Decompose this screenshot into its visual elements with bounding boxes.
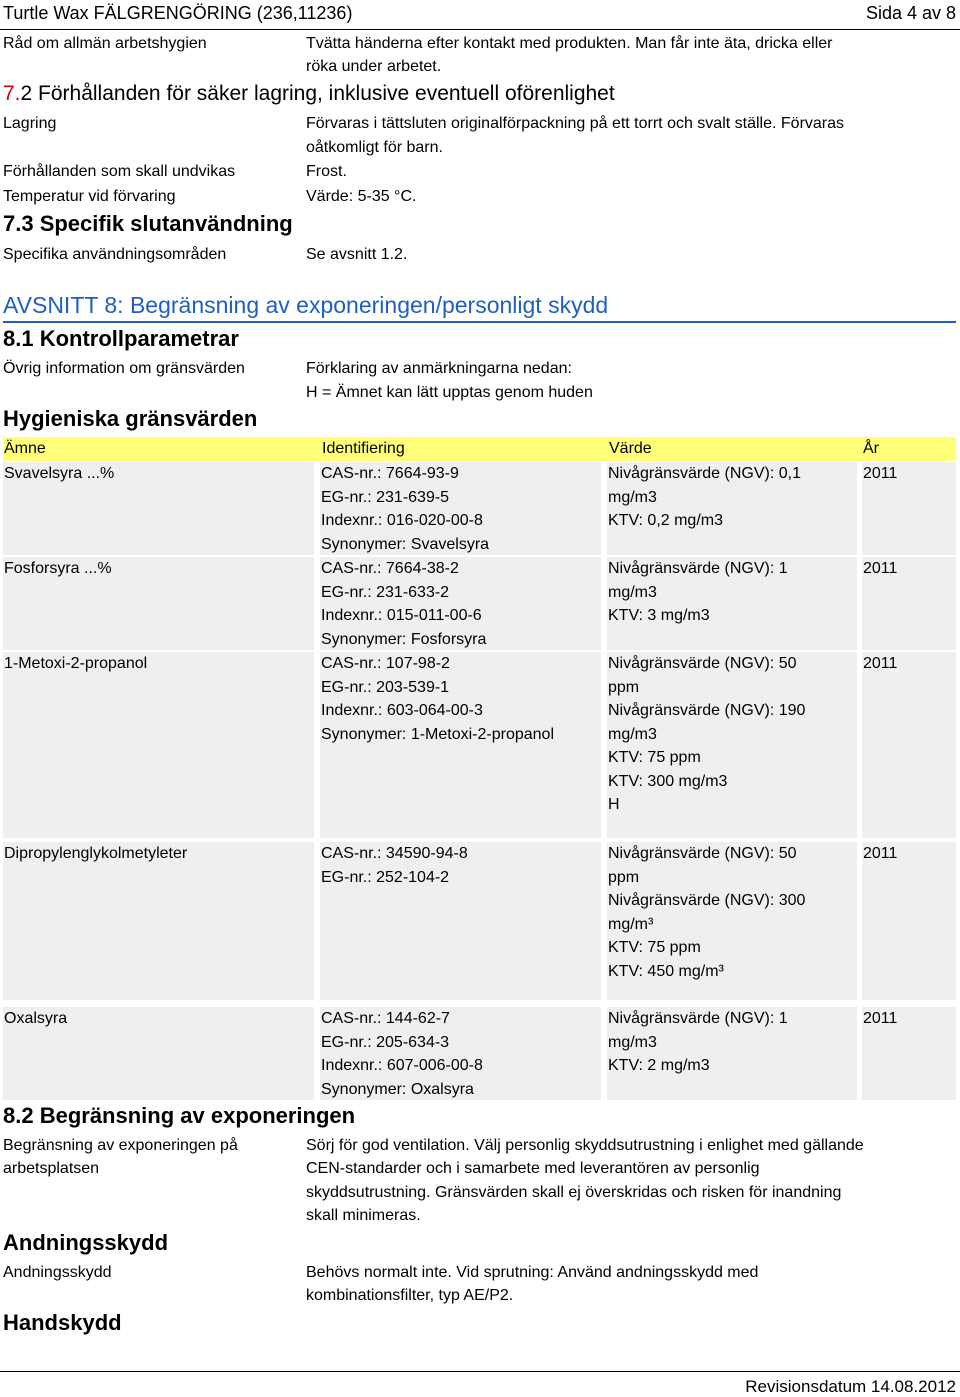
table-cell-year-text: 2011 [863,560,898,577]
specific-uses-label: Specifika användningsområden [3,246,227,263]
table-cell-ident-text: EG-nr.: 203-539-1 [321,678,450,696]
table-cell-value-text: KTV: 450 mg/m³ [608,962,724,980]
table-cell-ident-text: CAS-nr.: 34590-94-8 [321,845,468,862]
table-cell-year-text: 2011 [863,655,898,672]
hygiene-label: Råd om allmän arbetshygien [3,35,207,52]
hygiene-line-2: röka under arbetet. [306,58,442,75]
temperature-value: Värde: 5-35 °C. [306,188,417,205]
workplace-text-3: skyddsutrustning. Gränsvärden skall ej överskridas och risken för inandning [306,1184,842,1201]
table-cell-year-text: 2011 [863,845,898,862]
table-cell-ident-text: EG-nr.: 231-639-5 [321,488,450,506]
hygiene-limits-heading: Hygieniska gränsvärden [3,406,258,431]
revision-date: Revisionsdatum 14.08.2012 [745,1377,956,1396]
table-cell-value-text: KTV: 2 mg/m3 [608,1057,710,1074]
table-cell-substance-text: Fosforsyra ...% [4,560,112,577]
table-cell-ident-text: EG-nr.: 205-634-3 [321,1033,450,1051]
table-cell-value-text: KTV: 0,2 mg/m3 [608,512,723,529]
section-8-1-heading: 8.1 Kontrollparametrar [3,326,239,351]
respiratory-text-1: Behövs normalt inte. Vid sprutning: Använd andningsskydd med [306,1264,759,1281]
table-cell-ident-text: CAS-nr.: 144-62-7 [321,1010,450,1027]
section-7-2-title: 2 Förhållanden för säker lagring, inklusive eventuell oförenlighet [20,82,615,105]
respiratory-text-2: kombinationsfilter, typ AE/P2. [306,1287,514,1304]
respiratory-heading: Andningsskydd [3,1230,169,1255]
table-cell-ident-text: Synonymer: Oxalsyra [321,1080,474,1098]
table-cell-substance-text: Oxalsyra [4,1010,68,1027]
header-divider [0,29,960,30]
table-cell-value-text: Nivågränsvärde (NGV): 50 [608,655,797,672]
storage-value-2: oåtkomligt för barn. [306,139,443,156]
table-cell-ident-text: CAS-nr.: 107-98-2 [321,655,450,672]
section-8-rule [3,321,956,323]
table-cell-ident-text: CAS-nr.: 7664-38-2 [321,560,459,577]
table-cell-value-text: mg/m3 [608,1033,657,1051]
table-cell-substance-text: Svavelsyra ...% [4,465,115,482]
table-cell-year-text: 2011 [863,1010,898,1027]
table-header [3,437,956,461]
storage-value-1: Förvaras i tättsluten originalförpackning på ett torrt och svalt ställe. Förvaras [306,115,845,132]
table-cell-ident-text: Synonymer: Fosforsyra [321,630,487,648]
table-cell-value-text: ppm [608,868,640,886]
table-cell-ident-text: EG-nr.: 252-104-2 [321,868,450,886]
table-cell-value-text: KTV: 3 mg/m3 [608,607,710,624]
page-number: Sida 4 av 8 [865,3,956,23]
table-cell-value-text: KTV: 75 ppm [608,939,701,956]
table-cell-year [862,842,956,1000]
table-cell-value-text: mg/m3 [608,725,657,743]
table-cell-substance-text: Dipropylenglykolmetyleter [4,845,188,862]
table-cell-ident-text: Indexnr.: 015-011-00-6 [321,607,482,624]
section-7-2-number: 7. [3,82,21,105]
table-cell-value-text: Nivågränsvärde (NGV): 50 [608,845,797,862]
section-8-banner: AVSNITT 8: Begränsning av exponeringen/personligt skydd [3,292,609,318]
table-cell-ident-text: EG-nr.: 231-633-2 [321,583,450,601]
document-title: Turtle Wax FÄLGRENGÖRING (236,11236) [3,3,353,23]
table-cell-ident-text: Indexnr.: 607-006-00-8 [321,1057,483,1074]
workplace-text-1: Sörj för god ventilation. Välj personlig skyddsutrustning i enlighet med gällande [306,1137,864,1154]
temperature-label: Temperatur vid förvaring [3,188,176,205]
col-header-identification: Identifiering [322,440,405,457]
section-7-3-heading: 7.3 Specifik slutanvändning [3,211,293,236]
avoid-value: Frost. [306,163,347,180]
storage-label: Lagring [3,115,57,132]
col-header-year: År [863,440,879,457]
workplace-text-2: CEN-standarder och i samarbete med leverantören av personlig [306,1160,760,1177]
hygiene-line-1: Tvätta händerna efter kontakt med produkten. Man får inte äta, dricka eller [306,35,833,52]
workplace-label-2: arbetsplatsen [3,1160,100,1177]
other-info-line-2: H = Ämnet kan lätt upptas genom huden [306,384,593,401]
other-info-line-1: Förklaring av anmärkningarna nedan: [306,360,572,377]
table-cell-value-text: Nivågränsvärde (NGV): 1 [608,1010,788,1027]
table-cell-value-text: H [608,796,620,813]
table-cell-ident-text: Indexnr.: 016-020-00-8 [321,512,483,529]
workplace-text-4: skall minimeras. [306,1207,421,1224]
table-cell-value-text: mg/m³ [608,915,654,933]
table-cell-value-text: mg/m3 [608,488,657,506]
table-cell-value-text: ppm [608,678,640,696]
table-cell-value-text: KTV: 300 mg/m3 [608,772,728,790]
table-cell-value-text: mg/m3 [608,583,657,601]
table-cell-value-text: KTV: 75 ppm [608,749,701,766]
section-8-2-heading: 8.2 Begränsning av exponeringen [3,1103,356,1128]
col-header-substance: Ämne [4,440,46,457]
footer-divider [0,1371,960,1372]
table-cell-value-text: Nivågränsvärde (NGV): 0,1 [608,465,801,482]
workplace-label-1: Begränsning av exponeringen på [3,1137,238,1154]
table-cell-substance [3,842,314,1000]
table-cell-ident-text: Synonymer: Svavelsyra [321,535,490,553]
table-cell-year-text: 2011 [863,465,898,482]
section-7-2-heading [3,82,615,106]
table-cell-value-text: Nivågränsvärde (NGV): 300 [608,892,806,909]
hand-protection-heading: Handskydd [3,1310,122,1335]
table-cell-substance [3,652,314,838]
table-cell-value-text: Nivågränsvärde (NGV): 1 [608,560,788,577]
table-cell-ident-text: Indexnr.: 603-064-00-3 [321,702,483,719]
table-cell-ident-text: CAS-nr.: 7664-93-9 [321,465,459,482]
table-cell-value-text: Nivågränsvärde (NGV): 190 [608,702,806,719]
table-cell-year [862,652,956,838]
respiratory-label: Andningsskydd [3,1264,112,1281]
avoid-label: Förhållanden som skall undvikas [3,163,236,180]
table-cell-ident-text: Synonymer: 1-Metoxi-2-propanol [321,725,554,743]
col-header-value: Värde [609,440,652,457]
table-cell-substance-text: 1-Metoxi-2-propanol [4,655,148,672]
other-info-label: Övrig information om gränsvärden [3,360,245,377]
specific-uses-value: Se avsnitt 1.2. [306,246,408,263]
